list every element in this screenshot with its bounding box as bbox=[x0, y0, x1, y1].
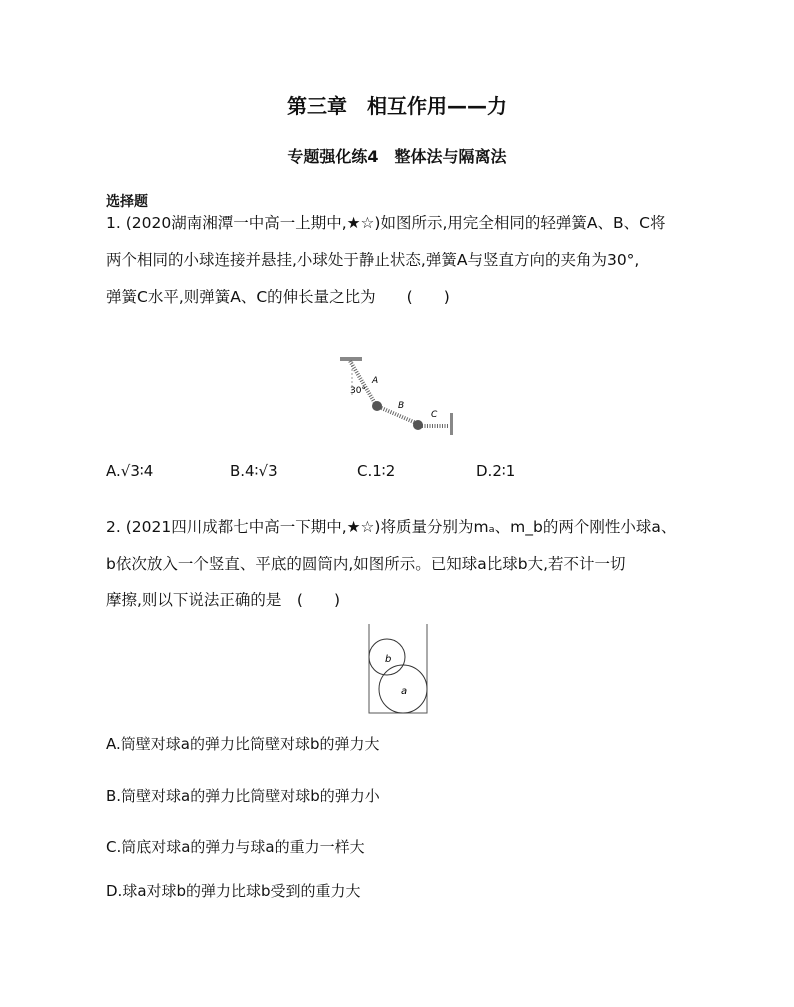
option-b: B.4∶√3 bbox=[230, 462, 278, 480]
label-b: b bbox=[385, 654, 392, 665]
label-a: a bbox=[401, 686, 408, 697]
question-1-line: 1. (2020湖南湘潭一中高一上期中,★☆)如图所示,用完全相同的轻弹簧A、B、C将 bbox=[106, 214, 666, 232]
option-c: C.1∶2 bbox=[357, 462, 396, 480]
label-a: A bbox=[372, 376, 379, 386]
question-2-line: 摩擦,则以下说法正确的是 ( ) bbox=[106, 591, 341, 609]
option-d: D.球a对球b的弹力比球b受到的重力大 bbox=[106, 882, 361, 900]
option-c: C.筒底对球a的弹力与球a的重力一样大 bbox=[106, 838, 365, 856]
option-a: A.筒壁对球a的弹力比筒壁对球b的弹力大 bbox=[106, 735, 380, 753]
label-c: C bbox=[431, 410, 438, 420]
label-b: B bbox=[398, 401, 405, 411]
angle-label: 30° bbox=[350, 386, 366, 396]
section-heading: 选择题 bbox=[106, 194, 148, 210]
option-d: D.2∶1 bbox=[476, 462, 516, 480]
question-1-line: 弹簧C水平,则弹簧A、C的伸长量之比为 ( ) bbox=[106, 288, 450, 306]
option-a: A.√3∶4 bbox=[106, 462, 154, 480]
question-1-line: 两个相同的小球连接并悬挂,小球处于静止状态,弹簧A与竖直方向的夹角为30°, bbox=[106, 251, 640, 269]
section-subtitle: 专题强化练4 整体法与隔离法 bbox=[287, 147, 507, 166]
question-2-line: b依次放入一个竖直、平底的圆筒内,如图所示。已知球a比球b大,若不计一切 bbox=[106, 555, 626, 573]
question-2-line: 2. (2021四川成都七中高一下期中,★☆)将质量分别为mₐ、m_b的两个刚性小球a、 bbox=[106, 518, 677, 536]
chapter-title: 第三章 相互作用——力 bbox=[287, 94, 507, 118]
cylinder-figure bbox=[365, 622, 431, 716]
option-b: B.筒壁对球a的弹力比筒壁对球b的弹力小 bbox=[106, 787, 380, 805]
spring-figure bbox=[330, 345, 470, 435]
